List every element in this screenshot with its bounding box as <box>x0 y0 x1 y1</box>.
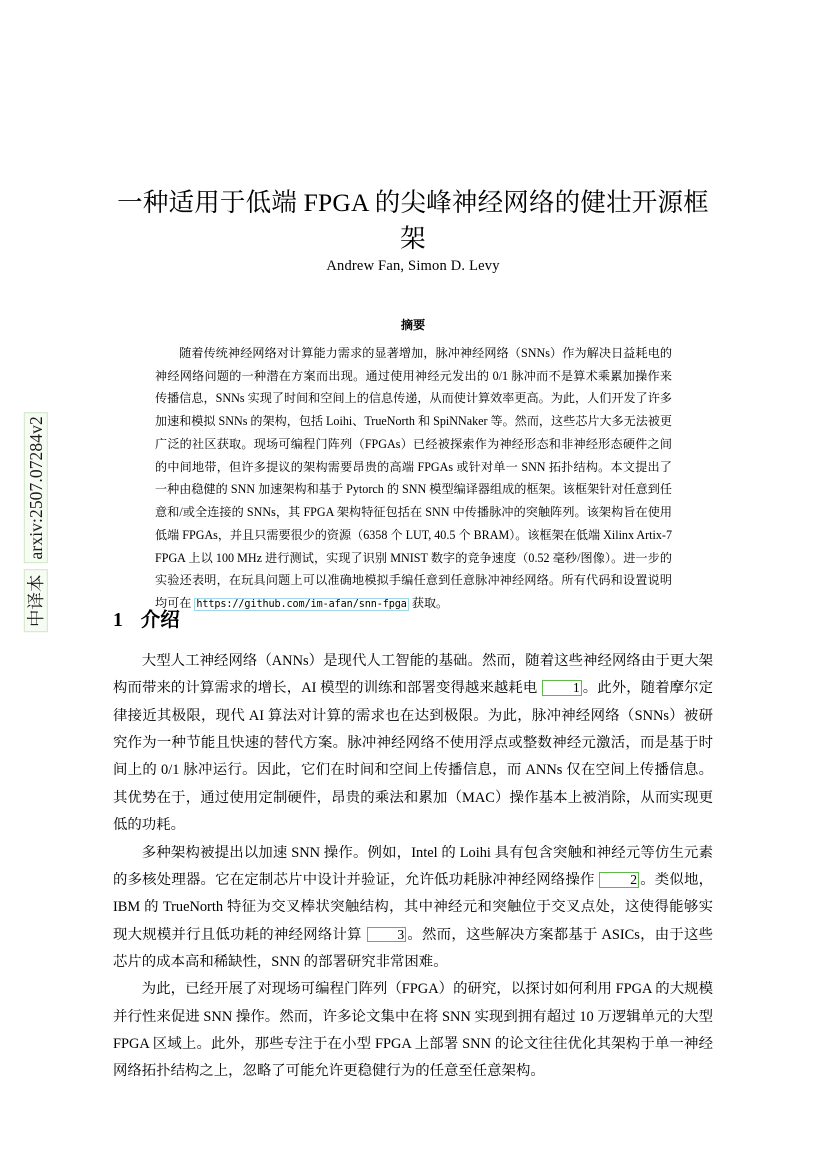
citation-ref-3[interactable]: 3 <box>367 927 407 943</box>
abstract-text-part-2: 获取。 <box>408 596 449 611</box>
paragraph-1-text-b: 。此外，随着摩尔定律接近其极限，现代 AI 算法对计算的需求也在达到极限。为此，脉冲神经网络（SNNs）被研究作为一种节能且快速的替代方案。脉冲神经网络不使用浮点或整数神经元激活，而是基于时间上的 0/1 脉冲运行。因此，它们在时间和空间上传播信息，而 ANNs 仅在空间上传播信息。其优势在于，通过使用定制硬件，昂贵的乘法和累加（MAC）操作基本上被消除，从而实现更低的功耗。 <box>113 680 713 834</box>
repository-url-link[interactable]: https://github.com/im-afan/snn-fpga <box>196 599 407 611</box>
introduction-body <box>113 648 713 1086</box>
citation-ref-1[interactable]: 1 <box>542 680 582 696</box>
paragraph-2 <box>113 840 713 977</box>
paragraph-2-text-b: 。类似地，IBM 的 TrueNorth 特征为交叉棒状突触结构，其中神经元和突触位于交叉点处，这使得能够实现大规模并行且低功耗的神经网络计算 <box>113 871 713 943</box>
translation-tag-label: 中译本 <box>24 569 48 632</box>
citation-ref-2[interactable]: 2 <box>599 872 639 888</box>
paragraph-1-text-a: 大型人工神经网络（ANNs）是现代人工智能的基础。然而，随着这些神经网络由于更大架构而带来的计算需求的增长，AI 模型的训练和部署变得越来越耗电 <box>113 653 713 697</box>
section-title: 介绍 <box>140 610 180 631</box>
abstract-text-part-1: 随着传统神经网络对计算能力需求的显著增加，脉冲神经网络（SNNs）作为解决日益耗电的神经网络问题的一种潜在方案而出现。通过使用神经元发出的 0/1 脉冲而不是算术乘累加操作来传播信息，SNNs 实现了时间和空间上的信息传递，从而使计算效率更高。为此，人们开发了许多加速和模拟 SNNs 的架构，包括 Loihi、TrueNorth 和 SpiNNaker 等。然而，这些芯片大多无法被更广泛的社区获取。现场可编程门阵列（FPGAs）已经被探索作为神经形态和非神经形态硬件之间的中间地带，但许多提议的架构需要昂贵的高端 FPGAs 或针对单一 SNN 拓扑结构。本文提出了一种由稳健的 SNN 加速架构和基于 Pytorch 的 SNN 模型编译器组成的框架。该框架针对任意到任意和/或全连接的 SNNs，其 FPGA 架构特征包括在 SNN 中传播脉冲的突触阵列。该架构旨在使用低端 FPGAs，并且只需要很少的资源（6358 个 LUT, 40.5 个 BRAM）。该框架在低端 Xilinx Artix-7 FPGA 上以 100 MHz 进行测试，实现了识别 MNIST 数字的竞争速度（0.52 毫秒/图像）。进一步的实验还表明，在玩具问题上可以准确地模拟手编任意到任意脉冲神经网络。所有代码和设置说明均可在 <box>155 346 672 611</box>
arxiv-id-label: arxiv:2507.07284v2 <box>24 412 48 563</box>
section-number: 1 <box>113 610 123 631</box>
abstract-body <box>155 342 672 615</box>
paragraph-2-text-a: 多种架构被提出以加速 SNN 操作。例如，Intel 的 Loihi 具有包含突触和神经元等仿生元素的多核处理器。它在定制芯片中设计并验证，允许低功耗脉冲神经网络操作 <box>113 844 713 888</box>
section-heading-introduction <box>113 604 180 632</box>
author-list: Andrew Fan, Simon D. Levy <box>326 258 500 274</box>
abstract-heading: 摘要 <box>400 318 426 332</box>
paragraph-1 <box>113 648 713 840</box>
paragraph-2-text-c: 。然而，这些解决方案都基于 ASICs，由于这些芯片的成本高和稀缺性，SNN 的部署研究非常困难。 <box>113 926 713 970</box>
page-title: 一种适用于低端 FPGA 的尖峰神经网络的健壮开源框架 <box>117 188 709 254</box>
paragraph-3: 为此，已经开展了对现场可编程门阵列（FPGA）的研究，以探讨如何利用 FPGA 的大规模并行性来促进 SNN 操作。然而，许多论文集中在将 SNN 实现到拥有超过 10 万逻辑单元的大型 FPGA 区域上。此外，那些专注于在小型 FPGA 上部署 SNN 的论文往往优化其架构于单一神经网络拓扑结构之上，忽略了可能允许更稳健行为的任意至任意架构。 <box>113 981 713 1080</box>
